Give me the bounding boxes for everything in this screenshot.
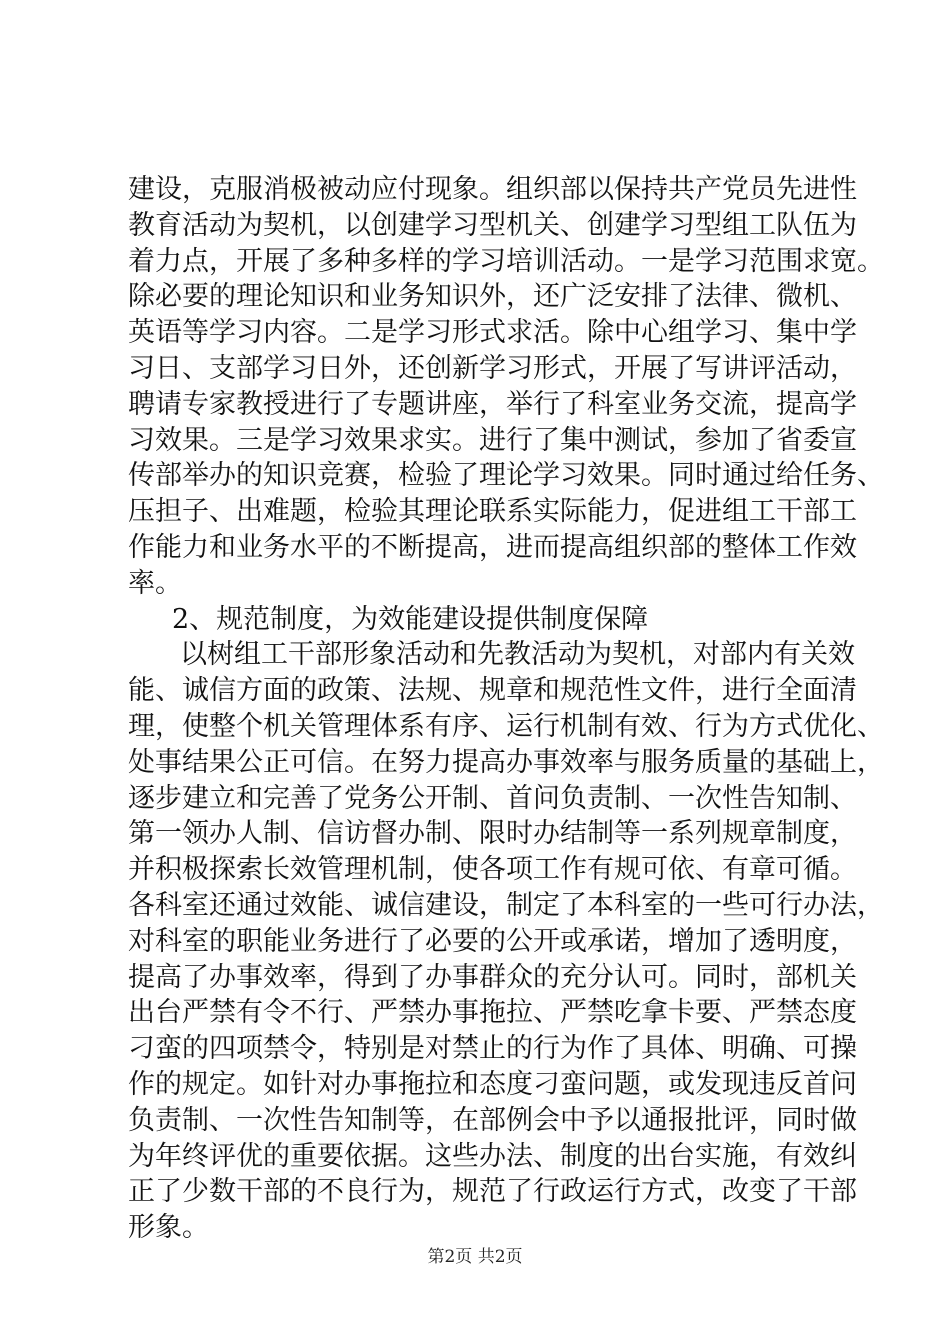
document-body: [128, 172, 884, 1246]
paragraph-2-line: 刁蛮的四项禁令，特别是对禁止的行为作了具体、明确、可操: [128, 1033, 857, 1065]
paragraph-2-line: 正了少数干部的不良行为，规范了行政运行方式，改变了干部: [128, 1176, 857, 1208]
paragraph-2-line: 以树组工干部形象活动和先教活动为契机，对部内有关效: [180, 639, 855, 671]
paragraph-2-line: 提高了办事效率，得到了办事群众的充分认可。同时，部机关: [128, 961, 857, 993]
paragraph-1-line: 习日、支部学习日外，还创新学习形式，开展了写讲评活动，: [128, 352, 857, 384]
paragraph-1-line: 聘请专家教授进行了专题讲座，举行了科室业务交流，提高学: [128, 388, 857, 420]
paragraph-1-line: 习效果。三是学习效果求实。进行了集中测试，参加了省委宣: [128, 424, 857, 456]
section-heading: 2、规范制度，为效能建设提供制度保障: [172, 603, 649, 635]
paragraph-1-line: 英语等学习内容。二是学习形式求活。除中心组学习、集中学: [128, 317, 857, 349]
paragraph-1-line: 率。: [128, 567, 182, 599]
paragraph-2-line: 作的规定。如针对办事拖拉和态度刁蛮问题，或发现违反首问: [128, 1068, 857, 1100]
paragraph-2-line: 逐步建立和完善了党务公开制、首问负责制、一次性告知制、: [128, 782, 857, 814]
paragraph-1-line: 教育活动为契机，以创建学习型机关、创建学习型组工队伍为: [128, 209, 857, 241]
paragraph-1-line: 着力点，开展了多种多样的学习培训活动。一是学习范围求宽。: [128, 245, 884, 277]
paragraph-2-line: 第一领办人制、信访督办制、限时办结制等一系列规章制度，: [128, 818, 857, 850]
paragraph-2-line: 对科室的职能业务进行了必要的公开或承诺，增加了透明度，: [128, 925, 857, 957]
paragraph-2-line: 负责制、一次性告知制等，在部例会中予以通报批评，同时做: [128, 1104, 857, 1136]
paragraph-2-line: 各科室还通过效能、诚信建设，制定了本科室的一些可行办法，: [128, 889, 884, 921]
paragraph-2-line: 并积极探索长效管理机制，使各项工作有规可依、有章可循。: [128, 854, 857, 886]
paragraph-2-line: 为年终评优的重要依据。这些办法、制度的出台实施，有效纠: [128, 1140, 857, 1172]
paragraph-2-line: 能、诚信方面的政策、法规、规章和规范性文件，进行全面清: [128, 675, 857, 707]
paragraph-1-line: 传部举办的知识竞赛，检验了理论学习效果。同时通过给任务、: [128, 460, 884, 492]
paragraph-2-line: 处事结果公正可信。在努力提高办事效率与服务质量的基础上，: [128, 746, 884, 778]
paragraph-1-line: 建设，克服消极被动应付现象。组织部以保持共产党员先进性: [128, 174, 857, 205]
paragraph-1-line: 压担子、出难题，检验其理论联系实际能力，促进组工干部工: [128, 496, 857, 528]
paragraph-2-line: 形象。: [128, 1212, 209, 1244]
paragraph-1-line: 作能力和业务水平的不断提高，进而提高组织部的整体工作效: [128, 531, 857, 563]
paragraph-1-line: 除必要的理论知识和业务知识外，还广泛安排了法律、微机、: [128, 281, 857, 313]
paragraph-2-line: 理，使整个机关管理体系有序、运行机制有效、行为方式优化、: [128, 710, 884, 742]
page-number-footer: 第2页 共2页: [427, 1247, 523, 1267]
paragraph-2-line: 出台严禁有令不行、严禁办事拖拉、严禁吃拿卡要、严禁态度: [128, 997, 857, 1029]
